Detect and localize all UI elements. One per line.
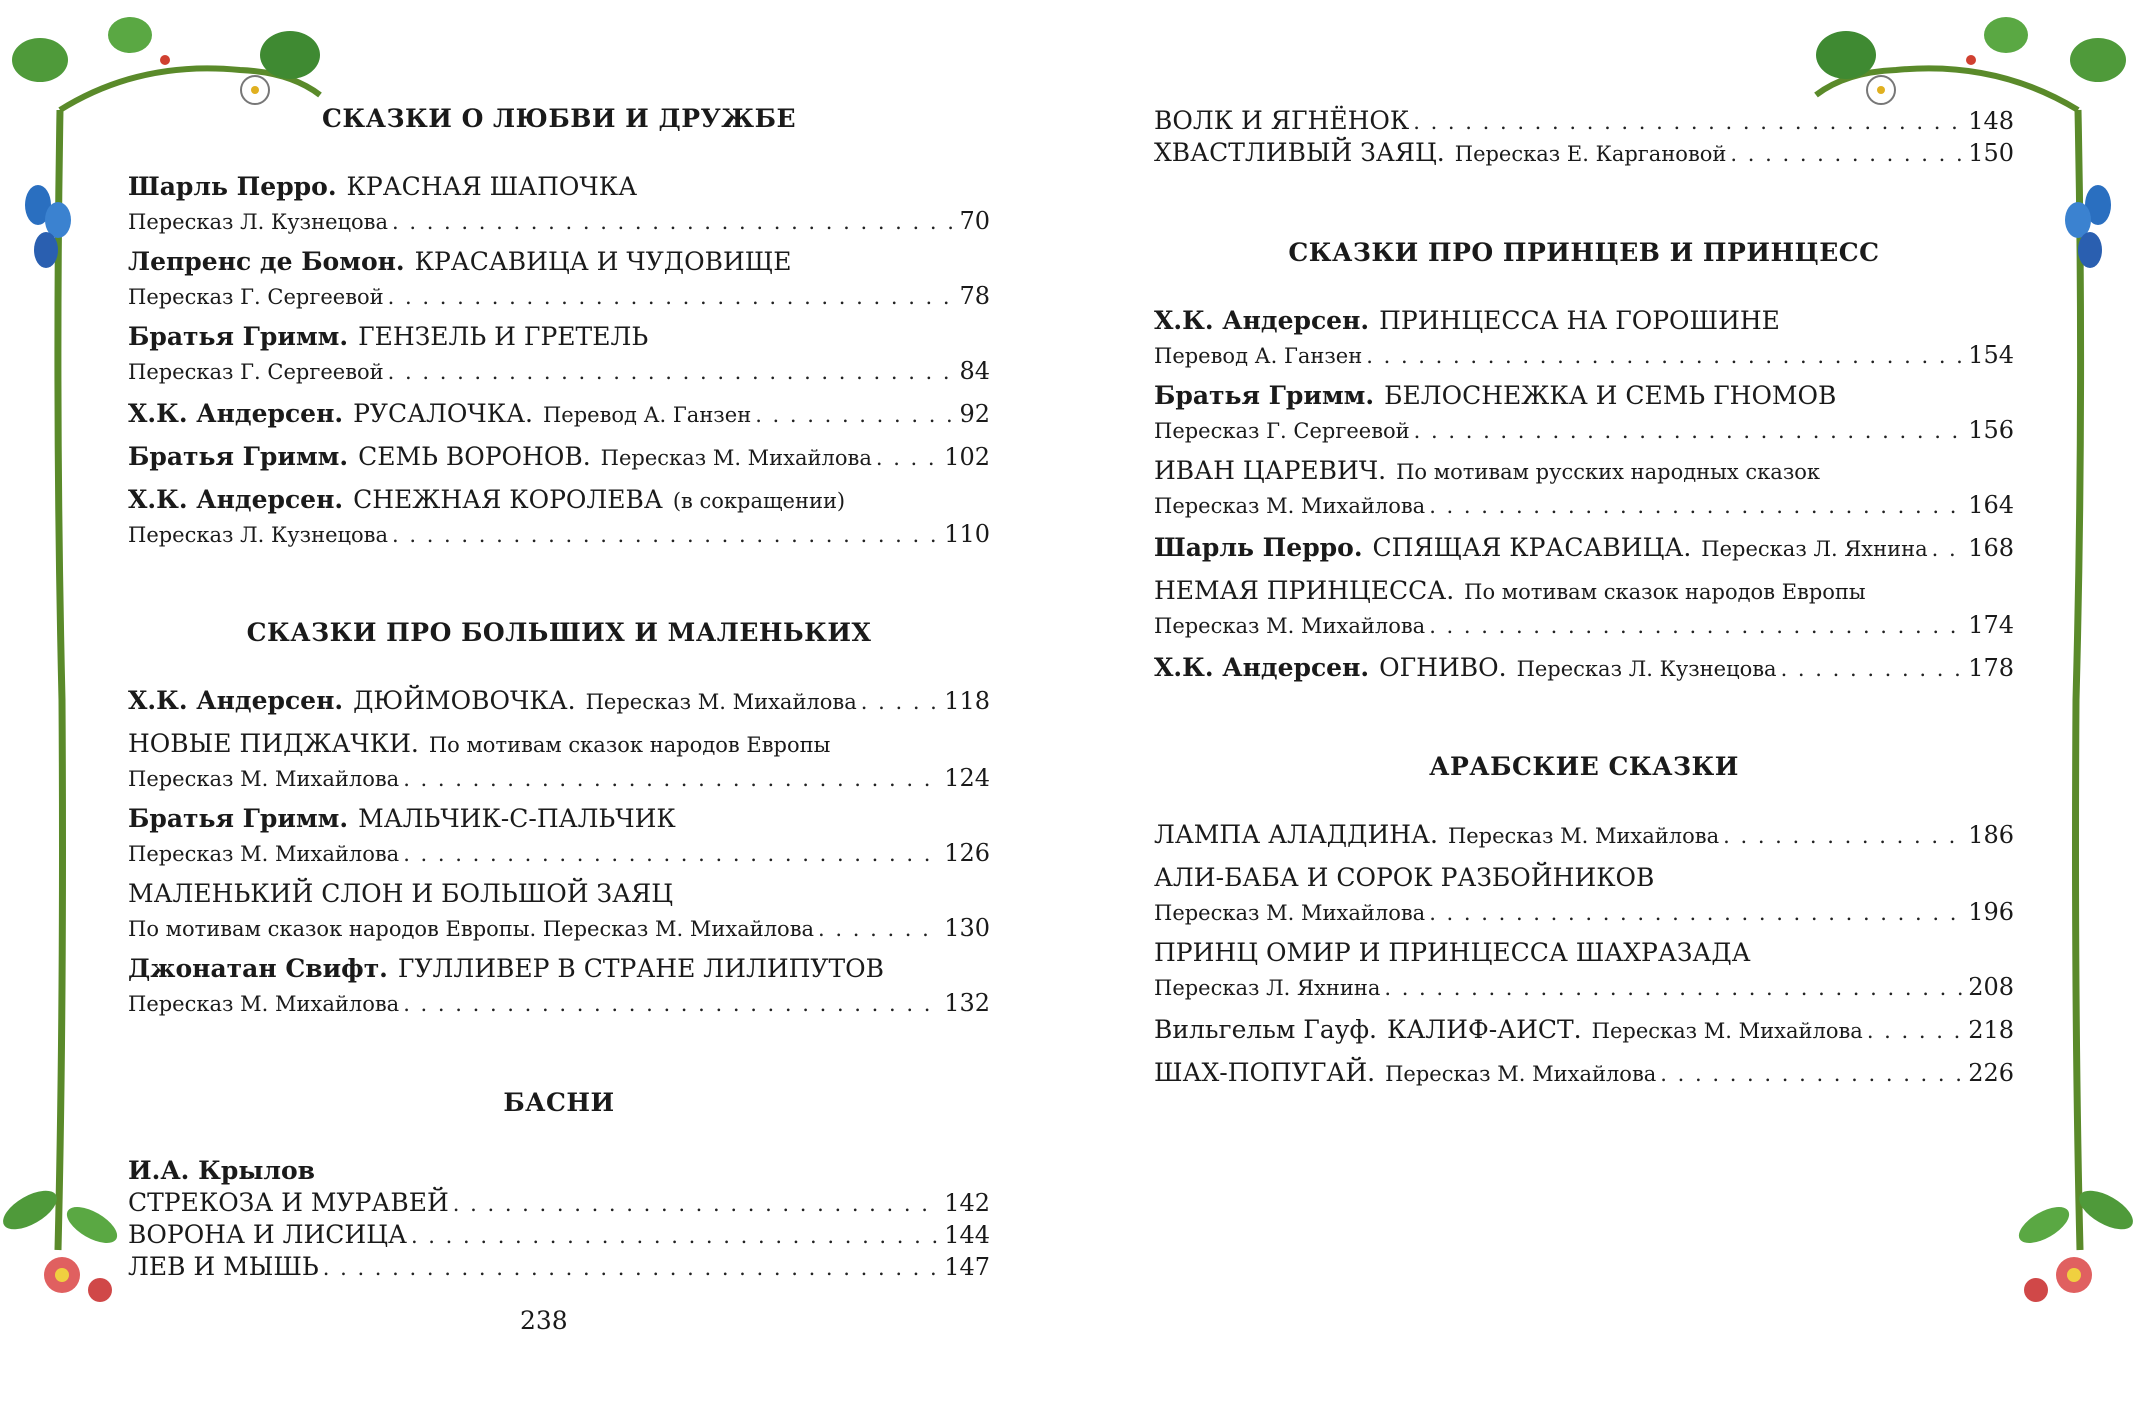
page-ref: 174 xyxy=(1968,611,2014,639)
entry-title: НЕМАЯ ПРИНЦЕССА. xyxy=(1154,576,1455,605)
dot-leader xyxy=(1660,1057,1964,1091)
entry-note: Пересказ М. Михайлова xyxy=(1447,824,1720,848)
entry-subtitle: Пересказ М. Михайлова xyxy=(1154,494,1426,518)
author: Х.К. Андерсен. xyxy=(1154,306,1370,335)
entry-subtitle: По мотивам сказок народов Европы. Пересказ М. Михайлова xyxy=(128,917,815,941)
entry-title: ПРИНЦЕССА НА ГОРОШИНЕ xyxy=(1379,306,1780,335)
dot-leader xyxy=(323,1251,940,1285)
entry-title: КРАСНАЯ ШАПОЧКА xyxy=(346,172,638,201)
author: Братья Гримм. xyxy=(128,804,349,833)
entry-subtitle: Пересказ Л. Яхнина xyxy=(1154,976,1381,1000)
dot-leader xyxy=(392,205,955,239)
page-ref: 144 xyxy=(944,1221,990,1249)
page-ref: 226 xyxy=(1968,1059,2014,1087)
author: Лепренс де Бомон. xyxy=(128,247,405,276)
entry-title: МАЛЬЧИК-С-ПАЛЬЧИК xyxy=(358,804,676,833)
entry-author-plain: Вильгельм Гауф. xyxy=(1154,1015,1377,1044)
entry-subtitle: Пересказ М. Михайлова xyxy=(1154,901,1426,925)
entry-note: По мотивам русских народных сказок xyxy=(1396,460,1821,484)
section-title: СКАЗКИ О ЛЮБВИ И ДРУЖБЕ xyxy=(321,104,797,133)
entry-note: (в сокращении) xyxy=(672,489,846,513)
toc-entry[interactable] xyxy=(1154,1056,2014,1090)
toc-entry-sub xyxy=(128,986,990,1020)
entry-title: СПЯЩАЯ КРАСАВИЦА. xyxy=(1372,533,1692,562)
page-ref: 92 xyxy=(959,400,990,428)
toc-entry-sub xyxy=(128,761,990,795)
page-ref: 150 xyxy=(1968,139,2014,167)
page-ref: 178 xyxy=(1968,654,2014,682)
toc-entry-sub xyxy=(128,517,990,551)
entry-title: ИВАН ЦАРЕВИЧ. xyxy=(1154,456,1387,485)
page-ref: 196 xyxy=(1968,898,2014,926)
entry-title: КРАСАВИЦА И ЧУДОВИЩЕ xyxy=(414,247,792,276)
toc-entry[interactable] xyxy=(128,245,990,279)
page-ref: 110 xyxy=(944,520,990,548)
entry-subtitle: Пересказ Г. Сергеевой xyxy=(128,285,384,309)
toc-entry[interactable] xyxy=(1154,104,2014,138)
author: Братья Гримм. xyxy=(1154,381,1375,410)
toc-entry[interactable] xyxy=(128,877,990,911)
toc-entry[interactable] xyxy=(1154,136,2014,170)
toc-entry[interactable] xyxy=(1154,574,2014,608)
entry-title: ВОРОНА И ЛИСИЦА xyxy=(128,1220,407,1249)
toc-entry[interactable] xyxy=(128,320,990,354)
author: Братья Гримм. xyxy=(128,442,349,471)
entry-note: Пересказ М. Михайлова xyxy=(1385,1062,1657,1086)
dot-leader xyxy=(1429,489,1964,523)
dot-leader xyxy=(403,837,940,871)
entry-title: НОВЫЕ ПИДЖАЧКИ. xyxy=(128,729,419,758)
section-title: СКАЗКИ ПРО ПРИНЦЕВ И ПРИНЦЕСС xyxy=(1288,238,1880,267)
page-ref: 78 xyxy=(959,282,990,310)
toc-entry[interactable] xyxy=(128,483,990,517)
page-ref: 218 xyxy=(1968,1016,2014,1044)
toc-entry-sub xyxy=(1154,413,2014,447)
entry-title: МАЛЕНЬКИЙ СЛОН И БОЛЬШОЙ ЗАЯЦ xyxy=(128,879,674,908)
entry-note: Пересказ М. Михайлова xyxy=(585,690,857,714)
toc-entry-sub xyxy=(128,836,990,870)
dot-leader xyxy=(403,762,940,796)
page-ref: 147 xyxy=(944,1253,990,1281)
page-ref: 102 xyxy=(944,443,990,471)
toc-entry[interactable] xyxy=(1154,304,2014,338)
entry-title: ВОЛК И ЯГНЁНОК xyxy=(1154,106,1410,135)
section-title: АРАБСКИЕ СКАЗКИ xyxy=(1429,752,1739,781)
page-ref: 142 xyxy=(944,1189,990,1217)
entry-title: КАЛИФ-АИСТ. xyxy=(1387,1015,1582,1044)
entry-note: Пересказ М. Михайлова xyxy=(1591,1019,1863,1043)
page-ref: 208 xyxy=(1968,973,2014,1001)
page-ref: 154 xyxy=(1968,341,2014,369)
entry-note: По мотивам сказок народов Европы xyxy=(428,733,831,757)
page-ref: 124 xyxy=(944,764,990,792)
dot-leader xyxy=(392,518,940,552)
toc-entry-sub xyxy=(1154,608,2014,642)
dot-leader xyxy=(1413,105,1964,139)
entry-title: ШАХ-ПОПУГАЙ. xyxy=(1154,1058,1376,1087)
entry-title: ОГНИВО. xyxy=(1379,653,1507,682)
entry-subtitle: Пересказ М. Михайлова xyxy=(128,992,400,1016)
dot-leader xyxy=(403,987,940,1021)
page-number: 238 xyxy=(520,1306,568,1335)
toc-entry[interactable] xyxy=(1154,936,2014,970)
entry-note: Пересказ М. Михайлова xyxy=(600,446,872,470)
entry-subtitle: Пересказ М. Михайлова xyxy=(128,767,400,791)
section-title: СКАЗКИ ПРО БОЛЬШИХ И МАЛЕНЬКИХ xyxy=(246,618,872,647)
entry-subtitle: Пересказ Г. Сергеевой xyxy=(128,360,384,384)
toc-entry[interactable] xyxy=(1154,531,2014,565)
toc-entry[interactable] xyxy=(128,684,990,718)
dot-leader xyxy=(1723,819,1964,853)
entry-title: РУСАЛОЧКА. xyxy=(353,399,533,428)
toc-entry-sub xyxy=(128,911,990,945)
page-ref: 148 xyxy=(1968,107,2014,135)
toc-entry[interactable] xyxy=(128,802,990,836)
dot-leader xyxy=(453,1187,940,1221)
toc-entry-sub xyxy=(1154,895,2014,929)
entry-subtitle: Пересказ М. Михайлова xyxy=(128,842,400,866)
toc-entry[interactable] xyxy=(128,170,990,204)
toc-entry[interactable] xyxy=(128,1250,990,1284)
dot-leader xyxy=(388,280,956,314)
dot-leader xyxy=(861,685,940,719)
page-ref: 186 xyxy=(1968,821,2014,849)
toc-entry[interactable] xyxy=(1154,651,2014,685)
dot-leader xyxy=(411,1219,940,1253)
page-ref: 130 xyxy=(944,914,990,942)
toc-entry[interactable] xyxy=(128,727,990,761)
dot-leader xyxy=(1366,339,1964,373)
entry-subtitle: Перевод А. Ганзен xyxy=(1154,344,1363,368)
page-ref: 84 xyxy=(959,357,990,385)
page-ref: 118 xyxy=(944,687,990,715)
page-ref: 164 xyxy=(1968,491,2014,519)
entry-note: Пересказ Л. Яхнина xyxy=(1701,537,1928,561)
toc-entry[interactable] xyxy=(1154,861,2014,895)
entry-title: ГУЛЛИВЕР В СТРАНЕ ЛИЛИПУТОВ xyxy=(397,954,885,983)
dot-leader xyxy=(1384,971,1964,1005)
entry-title: СНЕЖНАЯ КОРОЛЕВА xyxy=(353,485,663,514)
toc-entry[interactable] xyxy=(128,952,990,986)
dot-leader xyxy=(818,912,940,946)
dot-leader xyxy=(1414,414,1965,448)
entry-title: ЛЕВ И МЫШЬ xyxy=(128,1252,319,1281)
dot-leader xyxy=(1781,652,1965,686)
entry-title: СТРЕКОЗА И МУРАВЕЙ xyxy=(128,1188,449,1217)
entry-note: Пересказ Е. Каргановой xyxy=(1454,142,1727,166)
author: Х.К. Андерсен. xyxy=(128,399,344,428)
dot-leader xyxy=(1932,532,1965,566)
entry-subtitle: Пересказ Л. Кузнецова xyxy=(128,210,388,234)
entry-subtitle: Пересказ М. Михайлова xyxy=(1154,614,1426,638)
entry-title: ПРИНЦ ОМИР И ПРИНЦЕССА ШАХРАЗАДА xyxy=(1154,938,1751,967)
toc-entry-sub xyxy=(1154,970,2014,1004)
entry-title: ДЮЙМОВОЧКА. xyxy=(353,686,576,715)
entry-title: ХВАСТЛИВЫЙ ЗАЯЦ. xyxy=(1154,138,1445,167)
entry-title: СЕМЬ ВОРОНОВ. xyxy=(358,442,591,471)
toc-entry-sub xyxy=(128,279,990,313)
dot-leader xyxy=(1867,1014,1964,1048)
entry-note: Перевод А. Ганзен xyxy=(542,403,752,427)
toc-entry-sub xyxy=(1154,488,2014,522)
dot-leader xyxy=(1429,896,1964,930)
toc-entry[interactable] xyxy=(1154,1013,2014,1047)
toc-entry-sub xyxy=(128,354,990,388)
author: Шарль Перро. xyxy=(1154,533,1363,562)
entry-title: ЛАМПА АЛАДДИНА. xyxy=(1154,820,1438,849)
fable-author xyxy=(128,1154,990,1188)
entry-subtitle: Пересказ Г. Сергеевой xyxy=(1154,419,1410,443)
entry-subtitle: Пересказ Л. Кузнецова xyxy=(128,523,388,547)
toc-entry-sub xyxy=(1154,338,2014,372)
author: Братья Гримм. xyxy=(128,322,349,351)
entry-title: БЕЛОСНЕЖКА И СЕМЬ ГНОМОВ xyxy=(1384,381,1837,410)
page-ref: 168 xyxy=(1968,534,2014,562)
author: Шарль Перро. xyxy=(128,172,337,201)
author: Джонатан Свифт. xyxy=(128,954,388,983)
dot-leader xyxy=(755,398,955,432)
page-ref: 156 xyxy=(1968,416,2014,444)
page-ref: 132 xyxy=(944,989,990,1017)
page-ref: 126 xyxy=(944,839,990,867)
toc-entry[interactable] xyxy=(128,1186,990,1220)
dot-leader xyxy=(1730,137,1964,171)
toc-entry[interactable] xyxy=(128,440,990,474)
dot-leader xyxy=(388,355,956,389)
entry-title: АЛИ-БАБА И СОРОК РАЗБОЙНИКОВ xyxy=(1154,863,1655,892)
toc-entry[interactable] xyxy=(1154,454,2014,488)
entry-note: Пересказ Л. Кузнецова xyxy=(1516,657,1777,681)
toc-entry[interactable] xyxy=(128,1218,990,1252)
page-ref: 70 xyxy=(959,207,990,235)
toc-entry[interactable] xyxy=(1154,818,2014,852)
author: Х.К. Андерсен. xyxy=(128,686,344,715)
entry-note: По мотивам сказок народов Европы xyxy=(1464,580,1866,604)
author: И.А. Крылов xyxy=(128,1156,316,1185)
section-title: БАСНИ xyxy=(503,1088,615,1117)
dot-leader xyxy=(1429,609,1964,643)
dot-leader xyxy=(876,441,940,475)
toc-entry-sub xyxy=(128,204,990,238)
toc-entry[interactable] xyxy=(1154,379,2014,413)
toc-entry[interactable] xyxy=(128,397,990,431)
author: Х.К. Андерсен. xyxy=(1154,653,1370,682)
entry-title: ГЕНЗЕЛЬ И ГРЕТЕЛЬ xyxy=(358,322,649,351)
author: Х.К. Андерсен. xyxy=(128,485,344,514)
